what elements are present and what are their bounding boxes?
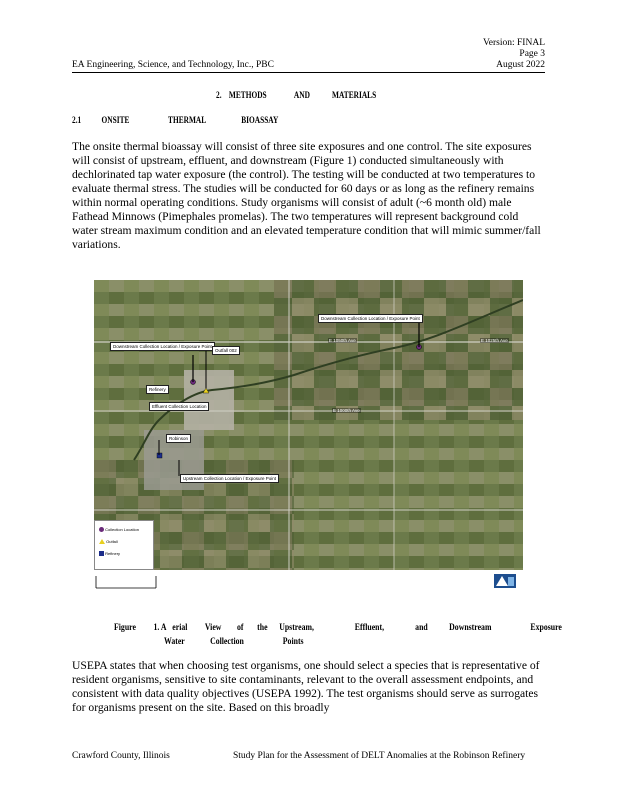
legend-outfall-label: Outfall — [106, 539, 118, 544]
section-word-3: MATERIALS — [332, 90, 377, 100]
road-label-2: E 1025th Ave — [481, 338, 508, 343]
caption-word-9: and — [415, 623, 428, 633]
caption-word-10: Downstream — [449, 623, 492, 633]
map-label-downstream: Downstream Collection Location / Exposure Point — [110, 342, 215, 351]
subsection-heading — [72, 115, 278, 125]
section-word-2: AND — [293, 90, 310, 100]
map-label-far-downstream: Downstream Collection Location / Exposure Point — [318, 314, 423, 323]
section-word-1: METHODS — [228, 90, 267, 100]
paragraph-1-text: The onsite thermal bioassay will consist of three site exposures and one control. The site exposures will consist of upstream, effluent, and downstream (Figure 1) conducted simultaneously with dechlorinated tap water exposure (the control). The testing will be conducted at two temperatures to evaluate thermal stress. The studies will be conducted for 60 days or as long as the refinery remains within normal operating conditions. Study organisms will consist of adult (~6 month old) male Fathead Minnows (Pimephales promelas). The two temperatures will represent background cold water stream maximum condition and an elevated temperature condition that will mimic summer/fall variations. — [72, 140, 541, 251]
figure-caption-line-1 — [114, 623, 562, 633]
map-label-outfall: Outfall 002 — [212, 346, 240, 355]
paragraph-2-text: USEPA states that when choosing test organisms, one should select a species that is representative of resident organisms, sensitive to site contaminants, relevant to the overall assessment endpoints, and consistent with data quality objectives (USEPA 1992). The test organisms should serve as surrogates for organisms present on the site. Based on this broadly — [72, 659, 540, 714]
section-number: 2. — [216, 90, 222, 100]
legend-square-icon — [99, 551, 104, 556]
map-legend — [94, 520, 154, 570]
subsection-word-3: BIOASSAY — [241, 115, 279, 125]
legend-collection-label: Collection Location — [105, 527, 139, 532]
header-date: August 2022 — [496, 60, 545, 70]
aerial-map-figure — [94, 280, 523, 599]
legend-refinery-label: Refinery — [105, 551, 121, 556]
header-version: Version: FINAL — [482, 38, 545, 48]
legend-row-outfall — [99, 539, 118, 544]
caption-line2-word-3: Points — [282, 637, 304, 647]
map-label-upstream: Upstream Collection Location / Exposure Point — [180, 474, 279, 483]
scale-bar — [94, 572, 174, 594]
legend-circle-icon — [99, 527, 104, 532]
subsection-word-1: ONSITE — [101, 115, 130, 125]
caption-line2-word-2: Collection — [210, 637, 244, 647]
caption-word-4: View — [204, 623, 222, 633]
map-label-effluent: Effluent Collection Location — [149, 402, 209, 411]
footer-title: Study Plan for the Assessment of DELT Anomalies at the Robinson Refinery — [233, 751, 526, 761]
caption-word-3: erial — [172, 623, 188, 633]
map-label-refinery-small: Refinery — [146, 385, 169, 394]
subsection-word-2: THERMAL — [168, 115, 207, 125]
road-label-3: E 1000th Ave — [333, 408, 360, 413]
header-page: Page 3 — [519, 49, 545, 59]
caption-word-11: Exposure — [530, 623, 562, 633]
subsection-number: 2.1 — [72, 115, 82, 125]
legend-row-refinery — [99, 551, 120, 556]
ea-logo-icon — [492, 572, 520, 594]
section-heading — [216, 90, 376, 100]
header-rule — [72, 72, 545, 73]
caption-word-7: Upstream, — [279, 623, 314, 633]
map-label-robinson: Robinson — [166, 434, 191, 443]
legend-triangle-icon — [99, 539, 105, 544]
caption-word-2: 1. A — [153, 623, 167, 633]
body-paragraph-2 — [72, 659, 544, 715]
caption-word-6: the — [257, 623, 268, 633]
road-label-1: E 1050th Ave — [329, 338, 356, 343]
header-company: EA Engineering, Science, and Technology, Inc., PBC — [72, 60, 274, 70]
aerial-map-image — [94, 280, 523, 570]
caption-word-5: of — [237, 623, 244, 633]
caption-word-1: Figure — [114, 623, 136, 633]
figure-caption-line-2 — [164, 637, 304, 647]
caption-line2-word-1: Water — [164, 637, 185, 647]
caption-word-8: Effluent, — [354, 623, 385, 633]
body-paragraph-1 — [72, 140, 544, 252]
footer-location: Crawford County, Illinois — [72, 751, 170, 761]
legend-row-collection — [99, 527, 139, 532]
